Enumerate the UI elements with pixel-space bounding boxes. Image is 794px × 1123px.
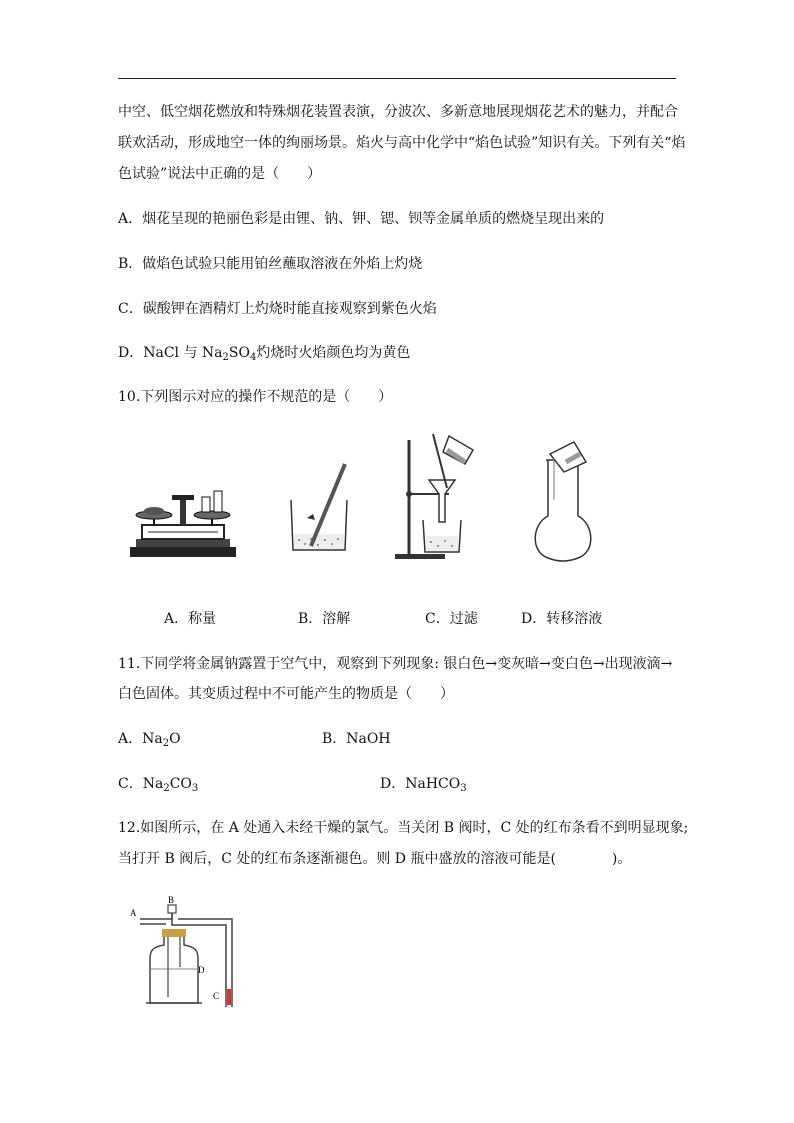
- q11-option-d-prefix: D．NaHCO: [380, 776, 461, 792]
- q12-stem-line2: 当打开 B 阀后，C 处的红布条逐渐褪色。则 D 瓶中盛放的溶液可能是( )。: [118, 851, 632, 867]
- q9-option-d-prefix: D．NaCl 与 Na: [118, 345, 223, 361]
- q11-option-b: B．NaOH: [322, 731, 391, 747]
- q9-stem-line3: 色试验”说法中正确的是（ ）: [118, 166, 322, 182]
- caption-d: D．转移溶液: [521, 611, 603, 627]
- q11-option-c-suffix: CO: [169, 776, 192, 792]
- label-c: C: [213, 991, 220, 1001]
- q11-stem-line1: 11.下同学将金属钠露置于空气中，观察到下列现象: 银白色→变灰暗→变白色→出现液滴→: [118, 656, 673, 672]
- q11-option-a: [118, 729, 181, 749]
- q11-option-c-sub2: 3: [191, 783, 199, 794]
- q9-option-a: A．烟花呈现的艳丽色彩是由锂、钠、钾、锶、钡等金属单质的燃烧呈现出来的: [118, 211, 605, 227]
- q10-stem: 10.下列图示对应的操作不规范的是（ ）: [118, 389, 393, 405]
- q11-option-d: [380, 774, 467, 794]
- label-d: D: [198, 965, 205, 975]
- q11-option-a-suffix: O: [169, 731, 181, 747]
- q11-stem-line2: 白色固体。其变质过程中不可能产生的物质是（ ）: [118, 686, 454, 702]
- filtration-figure: [393, 430, 483, 560]
- q9-stem-line2: 联欢活动，形成地空一体的绚丽场景。焰火与高中化学中“焰色试验”知识有关。下列有关“焰: [118, 135, 686, 151]
- q9-option-d-sub2: 4: [249, 352, 257, 363]
- header-rule: [118, 78, 676, 79]
- q11-option-c-sub: 2: [163, 783, 170, 794]
- transfer-solution-figure: [528, 440, 598, 565]
- caption-c: C．过滤: [425, 611, 478, 627]
- caption-a: A．称量: [164, 611, 217, 627]
- q11-option-c: [118, 774, 198, 794]
- q9-option-d-sub1: 2: [222, 352, 229, 363]
- q11-option-a-prefix: A．Na: [118, 731, 163, 747]
- q9-option-b: B．做焰色试验只能用铂丝蘸取溶液在外焰上灼烧: [118, 256, 423, 272]
- q11-option-c-prefix: C．Na: [118, 776, 164, 792]
- q9-stem-line1: 中空、低空烟花燃放和特殊烟花装置表演，分波次、多新意地展现烟花艺术的魅力，并配合: [118, 104, 678, 120]
- q9-option-c: C．碳酸钾在酒精灯上灼烧时能直接观察到紫色火焰: [118, 301, 437, 317]
- caption-b: B．溶解: [298, 611, 351, 627]
- q11-option-d-sub: 3: [460, 783, 467, 794]
- q9-option-d-suffix: 灼烧时火焰颜色均为黄色: [256, 345, 411, 361]
- label-a: A: [130, 908, 137, 918]
- q9-option-d: [118, 343, 410, 363]
- q12-stem-line1: 12.如图所示，在 A 处通入未经干燥的氯气。当关闭 B 阀时，C 处的红布条看不到明显现象;: [118, 820, 689, 836]
- dissolving-figure: [285, 460, 355, 555]
- chlorine-apparatus-figure: [128, 893, 248, 1008]
- q11-option-a-sub: 2: [162, 738, 170, 749]
- q9-option-d-mid: SO: [228, 345, 250, 361]
- balance-figure: [128, 485, 238, 560]
- label-b: B: [168, 895, 175, 905]
